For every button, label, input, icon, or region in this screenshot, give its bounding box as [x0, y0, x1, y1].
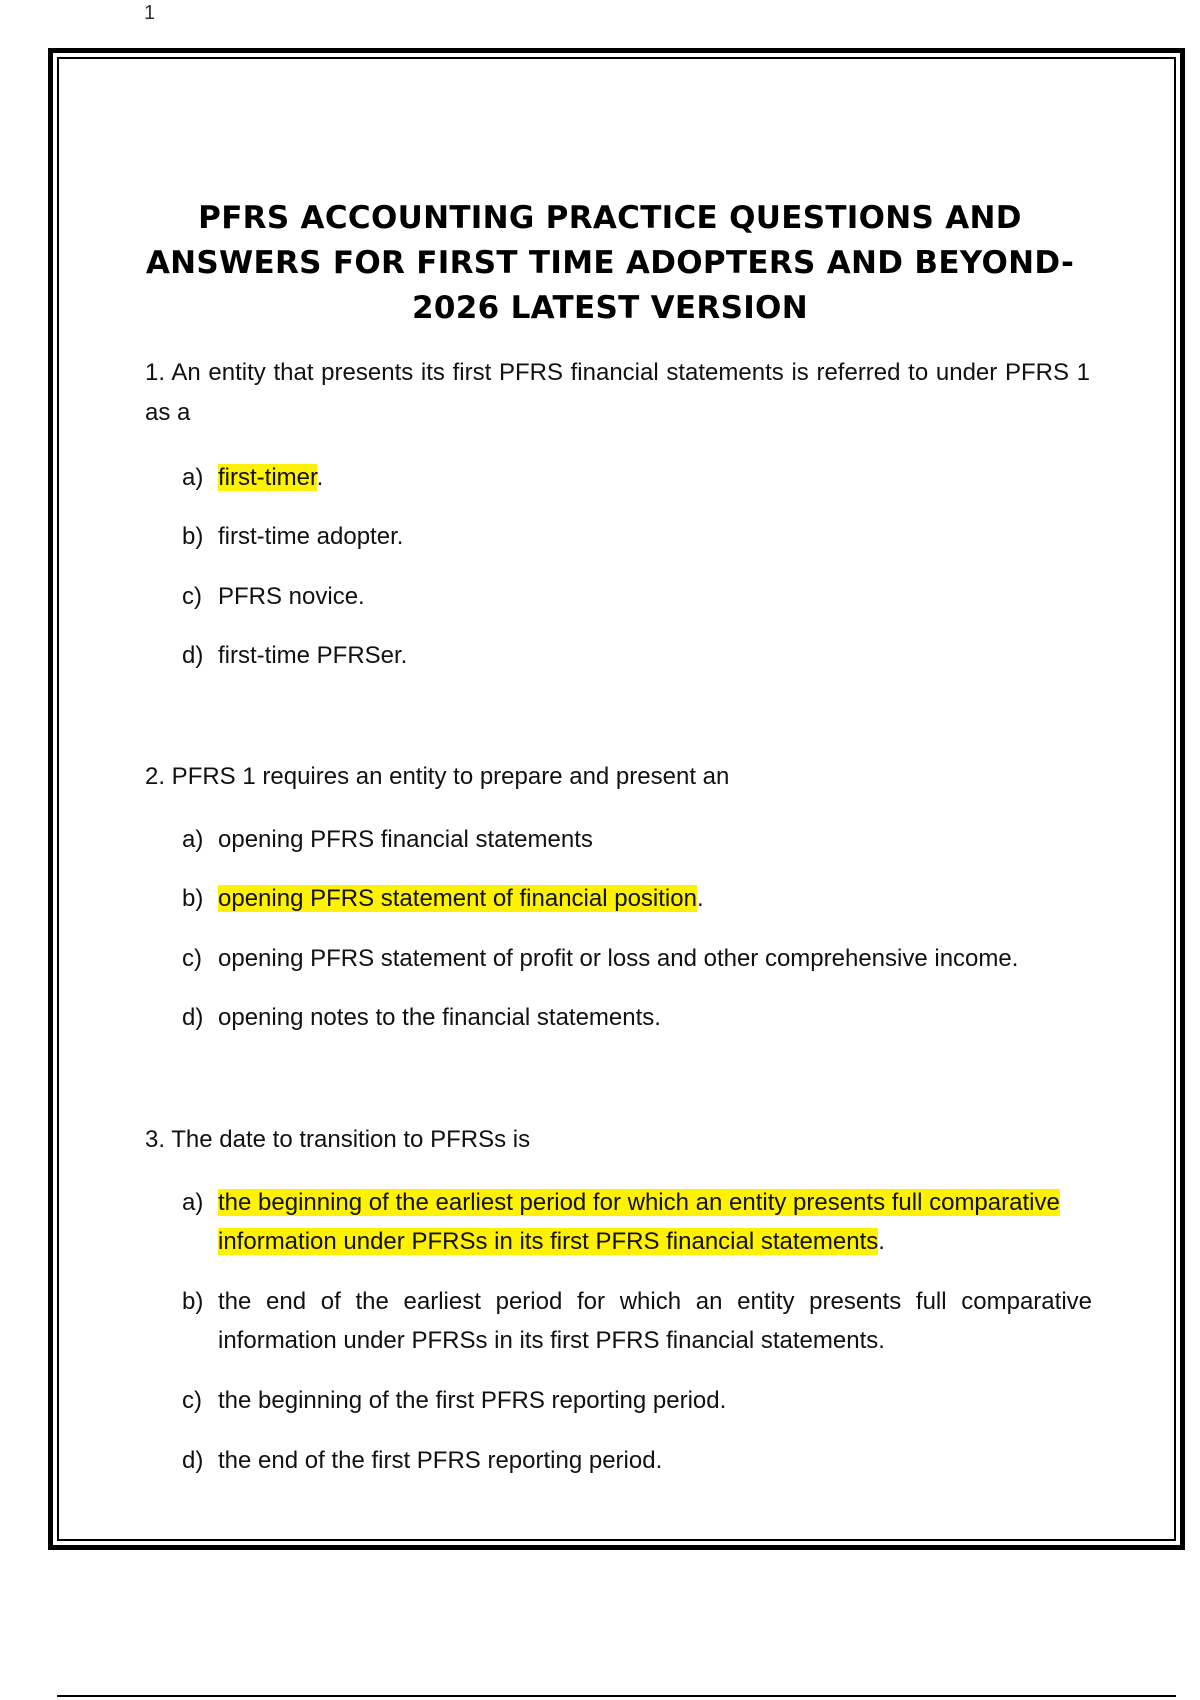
footer-divider	[57, 1695, 1176, 1697]
option-letter: d)	[182, 642, 204, 669]
highlighted-answer: opening PFRS statement of financial position	[218, 885, 697, 912]
option-text: the beginning of the first PFRS reporting period.	[218, 1387, 727, 1414]
option-letter: c)	[182, 583, 202, 610]
option-suffix: .	[878, 1228, 885, 1255]
option-letter: d)	[182, 1004, 204, 1031]
question-1-option-a	[182, 458, 1092, 497]
question-3-option-a	[182, 1183, 1092, 1261]
option-suffix: .	[696, 885, 704, 912]
option-letter: d)	[182, 1447, 204, 1474]
option-letter: a)	[182, 826, 204, 853]
option-text	[218, 1183, 1092, 1261]
title-line-3: 2026 LATEST VERSION	[412, 290, 808, 326]
option-text: first-time adopter.	[218, 523, 404, 550]
question-1-option-b	[182, 517, 1092, 556]
option-letter: b)	[182, 1288, 204, 1315]
title-line-1: PFRS ACCOUNTING PRACTICE QUESTIONS AND	[198, 200, 1022, 236]
option-text	[218, 458, 1092, 497]
option-text: first-time PFRSer.	[218, 642, 408, 669]
question-1-option-c	[182, 577, 1092, 616]
question-3-text: 3. The date to transition to PFRSs is	[145, 1126, 531, 1153]
page-number: 1	[144, 2, 156, 24]
question-1-option-d	[182, 636, 1092, 675]
question-1-text: 1. An entity that presents its first PFRS financial statements is referred to under PFRS 1 as a	[145, 359, 1090, 426]
option-letter: a)	[182, 1189, 204, 1216]
option-text: opening PFRS financial statements	[218, 826, 593, 853]
highlighted-answer: the beginning of the earliest period for which an entity presents full comparative information under PFRSs in its first PFRS financial statements	[218, 1189, 1060, 1255]
question-2-option-a	[182, 820, 1092, 859]
document-title	[120, 196, 1100, 331]
question-2-option-d	[182, 998, 1092, 1037]
option-letter: a)	[182, 464, 204, 491]
title-line-2: ANSWERS FOR FIRST TIME ADOPTERS AND BEYOND-	[145, 245, 1075, 281]
option-suffix: .	[316, 464, 324, 491]
question-3-option-b	[182, 1282, 1092, 1360]
option-text: opening PFRS statement of profit or loss and other comprehensive income.	[218, 945, 1019, 972]
question-3-option-c	[182, 1381, 1092, 1420]
highlighted-answer: first-timer	[218, 464, 317, 491]
question-2-text: 2. PFRS 1 requires an entity to prepare and present an	[145, 763, 730, 790]
option-letter: b)	[182, 523, 204, 550]
question-3-option-d	[182, 1441, 1092, 1480]
option-text: PFRS novice.	[218, 583, 365, 610]
option-letter: c)	[182, 1387, 202, 1414]
question-2-option-c	[182, 939, 1092, 978]
option-text	[218, 879, 1092, 918]
question-2-option-b	[182, 879, 1092, 918]
option-text: opening notes to the financial statements.	[218, 1004, 661, 1031]
option-letter: b)	[182, 885, 204, 912]
option-text: the end of the earliest period for which an entity presents full comparative information under PFRSs in its first PFRS financial statements.	[218, 1288, 1092, 1354]
option-text: the end of the first PFRS reporting period.	[218, 1447, 663, 1474]
option-letter: c)	[182, 945, 202, 972]
